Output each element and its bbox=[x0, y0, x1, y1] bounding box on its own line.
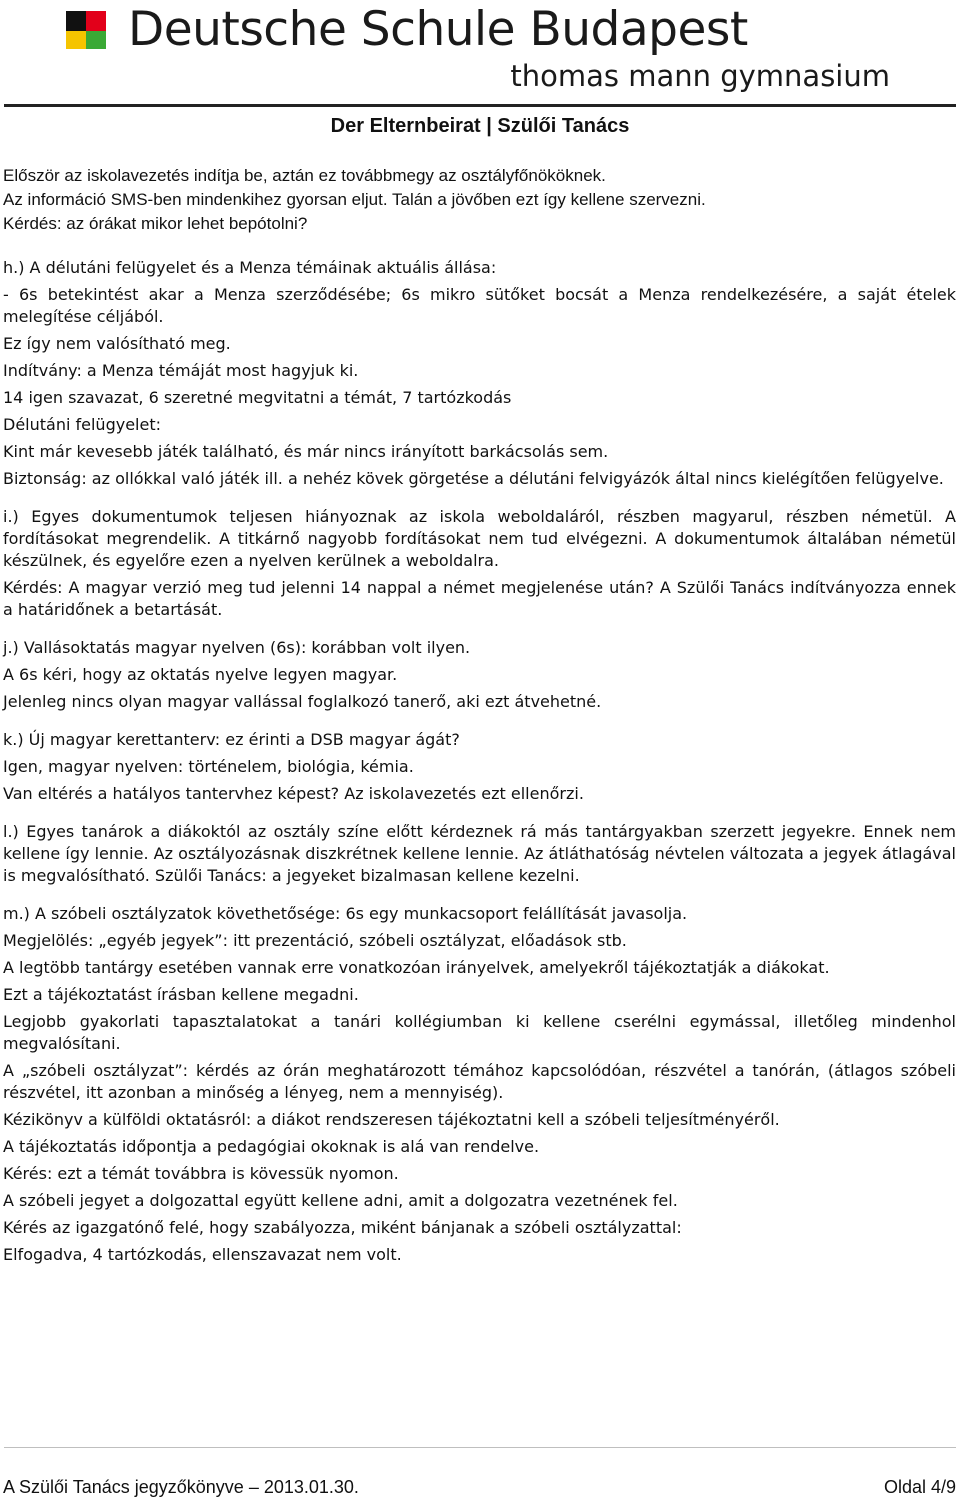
footer-page-number: Oldal 4/9 bbox=[883, 1477, 956, 1497]
logo-square-black bbox=[66, 11, 86, 31]
paragraph: Kézikönyv a külföldi oktatásról: a diákot rendszeresen tájékoztatni kell a szóbeli teljesítményéről. bbox=[3, 1110, 780, 1129]
logo-square-red bbox=[86, 11, 106, 31]
paragraph: A szóbeli jegyet a dolgozattal együtt kellene adni, amit a dolgozatra vezetnének fel. bbox=[3, 1191, 678, 1210]
paragraph: 14 igen szavazat, 6 szeretné megvitatni a témát, 7 tartózkodás bbox=[3, 388, 512, 407]
paragraph: - 6s betekintést akar a Menza szerződésébe; 6s mikro sütőket bocsát a Menza rendelkezésére, a saját ételek melegítése céljából. bbox=[3, 285, 956, 326]
paragraph: Legjobb gyakorlati tapasztalatokat a tanári kollégiumban ki kellene cserélni egymással, illetőleg mindenhol megvalósítani. bbox=[3, 1012, 956, 1053]
paragraph: Az információ SMS-ben mindenkihez gyorsan eljut. Talán a jövőben ezt így kellene szervezni. bbox=[3, 190, 706, 209]
paragraph: Igen, magyar nyelven: történelem, biológia, kémia. bbox=[3, 757, 414, 776]
section-i-heading: i.) Egyes dokumentumok teljesen hiányoznak az iskola weboldaláról, részben magyarul, részben németül. A fordításokat megrendelik. A titkárnő nagyobb fordításokat nem tud elvégezni. A dokumentumok általában németül készülnek, és egyelőre ezen a nyelven kerülnek a weboldalra. bbox=[3, 507, 956, 570]
paragraph: Biztonság: az ollókkal való játék ill. a nehéz kövek görgetése a délutáni felvigyázók által nincs kielégítően felügyelve. bbox=[3, 469, 944, 488]
footer-document-title: A Szülői Tanács jegyzőkönyve – 2013.01.30. bbox=[3, 1477, 359, 1497]
paragraph: Ezt a tájékoztatást írásban kellene megadni. bbox=[3, 985, 359, 1004]
paragraph: Jelenleg nincs olyan magyar vallással foglalkozó tanerő, aki ezt átvehetné. bbox=[3, 692, 602, 711]
section-h-heading: h.) A délutáni felügyelet és a Menza témáinak aktuális állása: bbox=[3, 258, 497, 277]
paragraph: Van eltérés a hatályos tantervhez képest? Az iskolavezetés ezt ellenőrzi. bbox=[3, 784, 584, 803]
school-name: Deutsche Schule Budapest bbox=[128, 2, 748, 57]
section-m-heading: m.) A szóbeli osztályzatok követhetősége: 6s egy munkacsoport felállítását javasolja. bbox=[3, 904, 688, 923]
paragraph: Kint már kevesebb játék található, és már nincs irányított barkácsolás sem. bbox=[3, 442, 609, 461]
section-j-heading: j.) Vallásoktatás magyar nyelven (6s): korábban volt ilyen. bbox=[3, 638, 471, 657]
paragraph: Kérdés: az órákat mikor lehet bepótolni? bbox=[3, 214, 308, 233]
logo-square-green bbox=[86, 31, 106, 49]
school-subtitle: thomas mann gymnasium bbox=[510, 59, 890, 93]
paragraph: Elfogadva, 4 tartózkodás, ellenszavazat nem volt. bbox=[3, 1245, 402, 1264]
school-logo bbox=[66, 11, 106, 49]
logo-square-yellow bbox=[66, 31, 86, 49]
paragraph: Délutáni felügyelet: bbox=[3, 415, 161, 434]
paragraph: Először az iskolavezetés indítja be, aztán ez továbbmegy az osztályfőnököknek. bbox=[3, 166, 606, 185]
footer-divider bbox=[4, 1447, 956, 1448]
page-heading: Der Elternbeirat | Szülői Tanács bbox=[330, 115, 630, 137]
section-k-heading: k.) Új magyar kerettanterv: ez érinti a DSB magyar ágát? bbox=[3, 730, 460, 749]
header-divider bbox=[4, 104, 956, 107]
paragraph: A 6s kéri, hogy az oktatás nyelve legyen magyar. bbox=[3, 665, 398, 684]
paragraph: A „szóbeli osztályzat”: kérdés az órán meghatározott témához kapcsolódóan, részvétel a tanórán, (átlagos szóbeli részvétel, itt azonban a minőség a lényeg, nem a mennyiség). bbox=[3, 1061, 956, 1102]
document-body bbox=[3, 165, 956, 1271]
paragraph: Ez így nem valósítható meg. bbox=[3, 334, 231, 353]
section-l-heading: l.) Egyes tanárok a diákoktól az osztály színe előtt kérdeznek rá más tantárgyakban szerzett jegyekre. Ennek nem kellene így lennie. Az osztályozásnak diszkrétnek kellene lennie. Az átláthatóság névtelen változata a jegyek átlagával is megvalósítható. Szülői Tanács: a jegyeket bizalmasan kellene kezelni. bbox=[3, 822, 956, 885]
paragraph: Kérdés: A magyar verzió meg tud jelenni 14 nappal a német megjelenése után? A Szülői Tanács indítványozza ennek a határidőnek a betartását. bbox=[3, 578, 956, 619]
paragraph: A tájékoztatás időpontja a pedagógiai okoknak is alá van rendelve. bbox=[3, 1137, 540, 1156]
paragraph: A legtöbb tantárgy esetében vannak erre vonatkozóan irányelvek, amelyekről tájékoztatják a diákokat. bbox=[3, 958, 830, 977]
paragraph: Indítvány: a Menza témáját most hagyjuk ki. bbox=[3, 361, 359, 380]
paragraph: Megjelölés: „egyéb jegyek”: itt prezentáció, szóbeli osztályzat, előadások stb. bbox=[3, 931, 627, 950]
paragraph: Kérés az igazgatónő felé, hogy szabályozza, miként bánjanak a szóbeli osztályzattal: bbox=[3, 1218, 682, 1237]
paragraph: Kérés: ezt a témát továbbra is kövessük nyomon. bbox=[3, 1164, 399, 1183]
